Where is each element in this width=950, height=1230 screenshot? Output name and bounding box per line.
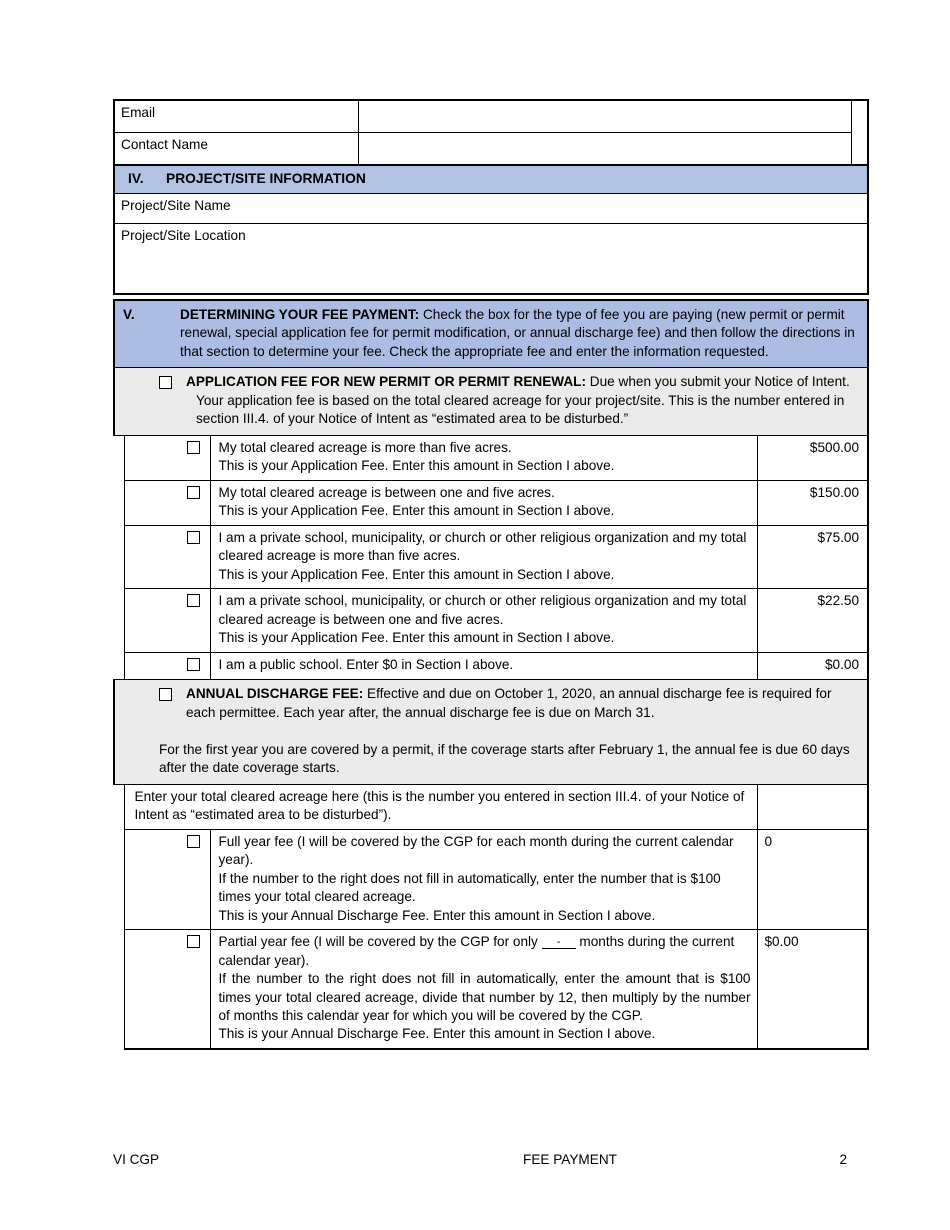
fee-option-checkbox[interactable] — [187, 658, 200, 671]
partial-year-fee-checkbox-cell[interactable] — [124, 930, 210, 1049]
full-year-fee-checkbox-cell[interactable] — [124, 829, 210, 929]
section-v-table — [113, 299, 869, 1050]
fee-option-checkbox-cell[interactable] — [124, 525, 210, 588]
section-v-header-cell — [114, 300, 868, 368]
project-site-name-field[interactable]: Project/Site Name — [114, 193, 868, 223]
row-indent-spacer — [114, 435, 124, 480]
section-iv-header-cell — [114, 165, 868, 193]
section-iv-title: PROJECT/SITE INFORMATION — [166, 171, 366, 186]
months-blank-input[interactable]: - — [542, 937, 576, 949]
partial-year-fee-amount[interactable]: $0.00 — [757, 930, 868, 1049]
fee-option-row — [114, 589, 868, 652]
fee-option-amount: $150.00 — [757, 480, 868, 525]
application-fee-title — [186, 373, 859, 391]
fee-option-line: This is your Application Fee. Enter this amount in Section I above. — [218, 566, 615, 582]
section-iv-header — [114, 165, 868, 193]
partial-year-fee-text — [210, 930, 757, 1049]
fee-option-checkbox[interactable] — [187, 594, 200, 607]
annual-discharge-fee-title-text: Effective and due on October 1, 2020, an annual discharge fee is required for each permittee. Each year after, the annual discharge fee is due on March 31. — [186, 686, 832, 720]
acreage-entry-row — [114, 784, 868, 829]
full-year-fee-line: If the number to the right does not fill in automatically, enter the number that is $100 times your total cleared acreage. — [218, 870, 721, 905]
section-v-header — [114, 300, 868, 368]
fee-option-text — [210, 652, 757, 679]
fee-option-text — [210, 435, 757, 480]
fee-option-line: This is your Application Fee. Enter this amount in Section I above. — [218, 630, 615, 646]
table-row-contact-name — [114, 133, 868, 166]
fee-option-text — [210, 480, 757, 525]
section-v-numeral: V. — [123, 307, 135, 322]
full-year-fee-checkbox[interactable] — [187, 835, 200, 848]
email-label: Email — [114, 100, 358, 133]
annual-discharge-fee-intro-row — [114, 680, 868, 784]
application-fee-title-text: Due when you submit your Notice of Intent. — [586, 374, 850, 390]
annual-discharge-fee-checkbox[interactable] — [159, 687, 172, 705]
acreage-value-field[interactable] — [757, 784, 868, 829]
fee-option-line: This is your Application Fee. Enter this amount in Section I above. — [218, 458, 615, 474]
partial-year-fee-line-2: If the number to the right does not fill in automatically, enter the amount that is $100 times your total cleared acreage, divide that number by 12, then multiply by the number of months this calendar year for which you will be covered by the CGP. — [218, 971, 751, 1023]
fee-option-amount: $22.50 — [757, 589, 868, 652]
fee-option-checkbox[interactable] — [187, 486, 200, 499]
contact-name-label: Contact Name — [114, 133, 358, 166]
annual-discharge-fee-title — [159, 685, 859, 722]
fee-option-checkbox-cell[interactable] — [124, 480, 210, 525]
footer-page-number: 2 — [839, 1152, 847, 1167]
partial-year-fee-line-1 — [219, 933, 751, 970]
application-fee-body: Your application fee is based on the total cleared acreage for your project/site. This is the number entered in section III.4. of your Notice of Intent as “estimated area to be disturbed.” — [196, 392, 845, 427]
fee-option-line: My total cleared acreage is between one and five acres. — [218, 484, 555, 500]
annual-discharge-fee-intro-cell — [114, 680, 868, 784]
application-fee-intro-row — [114, 368, 868, 435]
annual-fee-option-row — [114, 930, 868, 1049]
row-indent-spacer — [114, 652, 124, 679]
fee-option-line: I am a private school, municipality, or church or other religious organization and my total cleared acreage is more than five acres. — [218, 529, 747, 564]
fee-option-text — [210, 589, 757, 652]
row-indent-spacer — [114, 525, 124, 588]
row-indent-spacer — [114, 480, 124, 525]
partial-year-fee-line-3: This is your Annual Discharge Fee. Enter this amount in Section I above. — [218, 1026, 656, 1042]
footer-left-label: VI CGP — [113, 1152, 160, 1167]
fee-option-row — [114, 525, 868, 588]
row-indent-spacer — [114, 930, 124, 1049]
fee-option-amount: $75.00 — [757, 525, 868, 588]
table-row-project-location — [114, 223, 868, 294]
fee-option-row — [114, 480, 868, 525]
fee-option-amount: $500.00 — [757, 435, 868, 480]
full-year-fee-line: This is your Annual Discharge Fee. Enter this amount in Section I above. — [218, 907, 656, 923]
footer-center-label: FEE PAYMENT — [523, 1152, 617, 1167]
partial-year-fee-prefix: Partial year fee (I will be covered by the CGP for only — [218, 934, 542, 950]
full-year-fee-amount[interactable]: 0 — [757, 829, 868, 929]
row-indent-spacer — [114, 589, 124, 652]
email-field[interactable] — [358, 100, 851, 133]
fee-option-line: I am a public school. Enter $0 in Section I above. — [218, 656, 514, 672]
fee-option-line: My total cleared acreage is more than five acres. — [218, 439, 512, 455]
row-indent-spacer — [114, 829, 124, 929]
fee-option-checkbox[interactable] — [187, 441, 200, 454]
contact-and-project-table — [113, 99, 869, 295]
section-v-heading-paragraph — [180, 306, 859, 361]
application-fee-intro-cell — [114, 368, 868, 435]
acreage-prompt: Enter your total cleared acreage here (this is the number you entered in section III.4. of your Notice of Intent as “estimated area to be disturbed”). — [124, 784, 757, 829]
fee-option-checkbox-cell[interactable] — [124, 652, 210, 679]
fee-option-checkbox-cell[interactable] — [124, 589, 210, 652]
fee-option-line: This is your Application Fee. Enter this amount in Section I above. — [218, 503, 615, 519]
fee-option-row — [114, 652, 868, 679]
full-year-fee-text — [210, 829, 757, 929]
page-footer — [113, 1152, 867, 1167]
application-fee-checkbox[interactable] — [159, 375, 172, 393]
right-spacer-cell — [851, 100, 868, 165]
row-indent-spacer — [114, 784, 124, 829]
full-year-fee-line: Full year fee (I will be covered by the CGP for each month during the current calendar year). — [218, 833, 734, 868]
blank-spacer-line — [159, 722, 859, 740]
table-row-project-name — [114, 193, 868, 223]
fee-option-row — [114, 435, 868, 480]
fee-option-line: I am a private school, municipality, or church or other religious organization and my total cleared acreage is between one and five acres. — [218, 593, 747, 627]
fee-option-checkbox-cell[interactable] — [124, 435, 210, 480]
section-v-heading-bold: DETERMINING YOUR FEE PAYMENT: — [180, 307, 420, 322]
application-fee-title-bold: APPLICATION FEE FOR NEW PERMIT OR PERMIT RENEWAL: — [186, 374, 587, 390]
contact-name-field[interactable] — [358, 133, 851, 166]
fee-option-amount: $0.00 — [757, 652, 868, 679]
partial-year-fee-suffix: months during the current calendar year). — [218, 934, 735, 968]
table-row-email — [114, 100, 868, 133]
annual-discharge-fee-title-bold: ANNUAL DISCHARGE FEE: — [186, 686, 364, 702]
annual-discharge-fee-body: For the first year you are covered by a permit, if the coverage starts after February 1, the annual fee is due 60 days after the date coverage starts. — [159, 741, 850, 776]
fee-option-text — [210, 525, 757, 588]
project-site-location-field[interactable]: Project/Site Location — [114, 223, 868, 294]
fee-option-checkbox[interactable] — [187, 531, 200, 544]
partial-year-fee-checkbox[interactable] — [187, 935, 200, 948]
section-iv-numeral: IV. — [128, 171, 144, 186]
section-v-heading-text: Check the box for the type of fee you are paying (new permit or permit renewal, special application fee for permit modification, or annual discharge fee) and then follow the directions in that section to determine your fee. Check the appropriate fee and enter the information requested. — [180, 307, 855, 359]
annual-fee-option-row — [114, 829, 868, 929]
